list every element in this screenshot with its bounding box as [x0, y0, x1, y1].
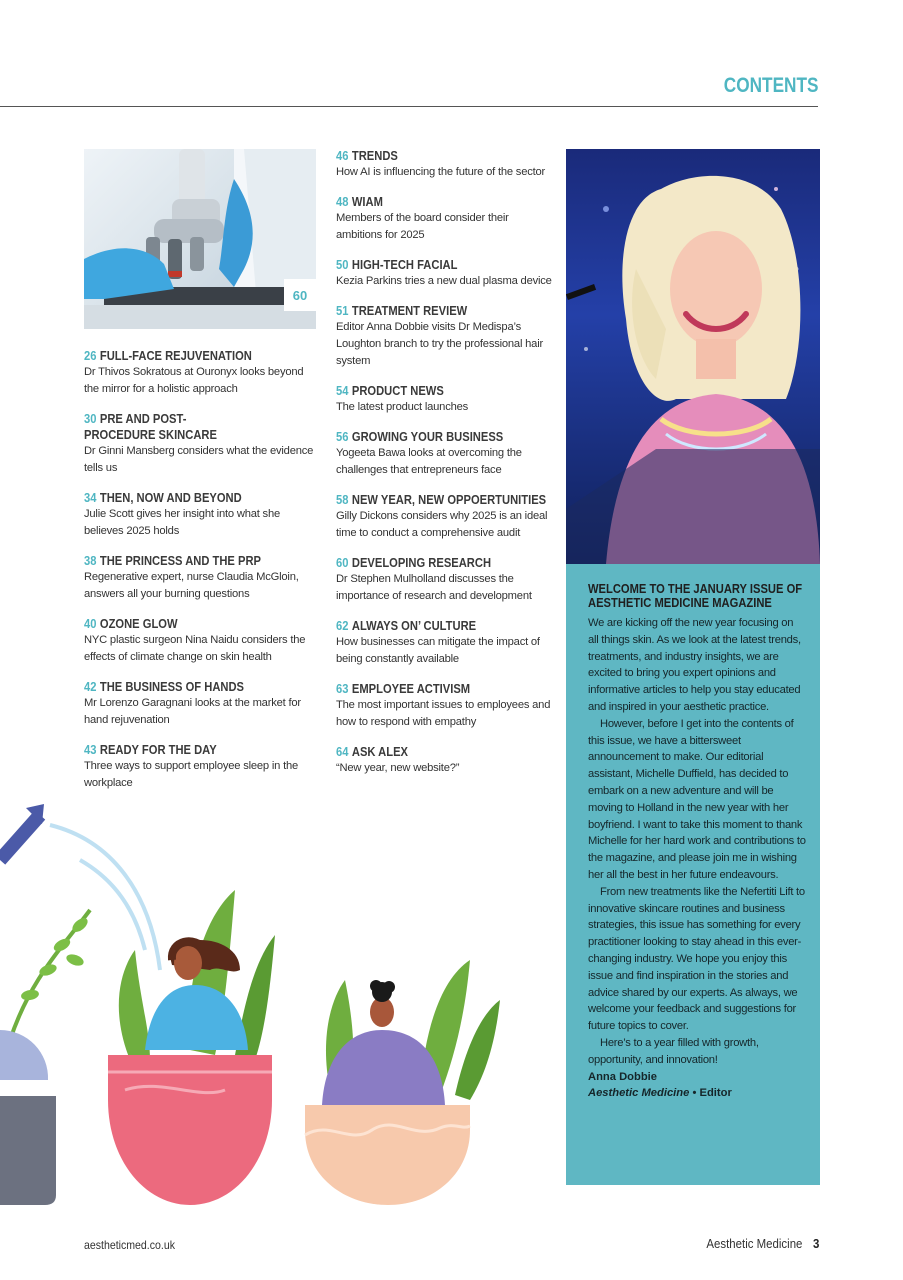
entry-page-number: 40 [84, 616, 97, 631]
contents-entry[interactable] [336, 257, 554, 290]
entry-page-number: 42 [84, 679, 97, 694]
entry-description: Yogeeta Bawa looks at overcoming the challenges that entrepreneurs face [336, 447, 522, 476]
entry-description: Three ways to support employee sleep in the workplace [84, 760, 299, 789]
entry-page-number: 48 [336, 194, 349, 209]
page-title: CONTENTS [723, 74, 818, 97]
entry-page-number: 63 [336, 681, 349, 696]
entry-title: THEN, NOW AND BEYOND [99, 490, 242, 505]
entry-description: The latest product launches [336, 401, 469, 413]
entry-description: NYC plastic surgeon Nina Naidu considers the effects of climate change on skin health [84, 634, 306, 663]
footer-page-number: 3 [812, 1236, 819, 1251]
welcome-title: WELCOME TO THE JANUARY ISSUE OF AESTHETIC MEDICINE MAGAZINE [588, 581, 803, 610]
arrow-icon [0, 815, 40, 860]
entry-page-number: 26 [84, 348, 97, 363]
entry-page-number: 50 [336, 257, 349, 272]
footer-website[interactable]: aestheticmed.co.uk [84, 1238, 175, 1252]
entry-page-number: 38 [84, 553, 97, 568]
editor-signature-role [588, 1085, 806, 1102]
entry-heading [84, 553, 287, 569]
entry-heading [336, 618, 523, 634]
editor-role: • Editor [689, 1087, 732, 1100]
entry-title: OZONE GLOW [99, 616, 178, 631]
entry-heading [336, 681, 523, 697]
entry-heading [336, 194, 523, 210]
entry-title: READY FOR THE DAY [99, 742, 217, 757]
entry-title: TRENDS [351, 148, 398, 163]
page-tag: 60 [284, 279, 316, 311]
footer-publication [706, 1236, 819, 1251]
entry-page-number: 64 [336, 744, 349, 759]
entry-description: “New year, new website?” [336, 762, 460, 774]
contents-entry[interactable] [336, 383, 554, 416]
entry-description: Editor Anna Dobbie visits Dr Medispa’s Loughton branch to try the professional hair system [336, 321, 544, 367]
contents-entry[interactable] [84, 742, 320, 792]
editor-signature-name: Anna Dobbie [588, 1070, 657, 1083]
editor-photo [566, 149, 820, 564]
entry-title: TREATMENT REVIEW [351, 303, 468, 318]
entry-page-number: 30 [84, 411, 97, 426]
entry-title: THE BUSINESS OF HANDS [99, 679, 245, 694]
welcome-paragraph: From new treatments like the Nefertiti Lift to innovative skincare routines and business strategies, this issue has something for every practitioner looking to stay ahead in this ever-changing industry. We hope you enjoy this issue and find inspiration in the stories and advice shared by our experts. As always, we welcome your feedback and suggestions for future topics to cover. [588, 885, 805, 1033]
editor-welcome-box [566, 564, 820, 1185]
entry-heading [336, 303, 523, 319]
entry-heading [84, 490, 287, 506]
contents-column-middle [336, 148, 554, 790]
entry-page-number: 46 [336, 148, 349, 163]
microscope-illustration [84, 149, 316, 329]
entry-heading [84, 679, 287, 695]
entry-title: ALWAYS ON’ CULTURE [351, 618, 477, 633]
entry-page-number: 56 [336, 429, 349, 444]
entry-title: GROWING YOUR BUSINESS [351, 429, 504, 444]
contents-entry[interactable] [84, 348, 320, 398]
entry-page-number: 51 [336, 303, 349, 318]
entry-description: Dr Thivos Sokratous at Ouronyx looks beyond the mirror for a holistic approach [84, 366, 304, 395]
entry-title: FULL-FACE REJUVENATION [99, 348, 252, 363]
entry-heading [336, 492, 547, 508]
welcome-paragraph: However, before I get into the contents of this issue, we have a bittersweet announcement to make. Our editorial assistant, Michelle Duffield, has decided to embark on a new adventure and will be moving to Holland in the new year with her boyfriend. I want to take this moment to thank Michelle for her hard work and contributions to the magazine, and please join me in wishing her all the best in her future endeavours. [588, 717, 806, 881]
contents-column-left [84, 348, 320, 805]
entry-title: THE PRINCESS AND THE PRP [99, 553, 261, 568]
header-divider [0, 106, 818, 107]
contents-entry[interactable] [336, 303, 554, 370]
contents-entry[interactable] [84, 679, 320, 729]
entry-heading [84, 616, 287, 632]
entry-title: PRODUCT NEWS [351, 383, 444, 398]
entry-description: How AI is influencing the future of the sector [336, 166, 546, 178]
entry-heading [336, 555, 523, 571]
editor-portrait-illustration [566, 149, 820, 564]
plants-illustration [0, 800, 560, 1210]
contents-entry[interactable] [336, 618, 554, 668]
welcome-paragraph: Here’s to a year filled with growth, opportunity, and innovation! [588, 1036, 759, 1066]
contents-entry[interactable] [336, 194, 554, 244]
entry-description: Regenerative expert, nurse Claudia McGloin, answers all your burning questions [84, 571, 299, 600]
entry-title: WIAM [351, 194, 383, 209]
entry-description: Gilly Dickons considers why 2025 is an ideal time to conduct a comprehensive audit [336, 510, 548, 539]
microscope-photo [84, 149, 316, 329]
contents-entry[interactable] [84, 553, 320, 603]
entry-heading [84, 411, 256, 443]
entry-title: ASK ALEX [351, 744, 408, 759]
entry-description: The most important issues to employees and how to respond with empathy [336, 699, 551, 728]
contents-entry[interactable] [84, 616, 320, 666]
entry-heading [336, 257, 523, 273]
entry-title: NEW YEAR, NEW OPPOERTUNITIES [351, 492, 547, 507]
entry-title: HIGH-TECH FACIAL [351, 257, 458, 272]
footer-magazine-name: Aesthetic Medicine [706, 1236, 803, 1251]
contents-entry[interactable] [84, 411, 320, 477]
entry-page-number: 58 [336, 492, 349, 507]
entry-description: How businesses can mitigate the impact of being constantly available [336, 636, 540, 665]
contents-entry[interactable] [336, 555, 554, 605]
entry-page-number: 60 [336, 555, 349, 570]
contents-entry[interactable] [336, 429, 554, 479]
entry-heading [336, 429, 523, 445]
welcome-paragraph: We are kicking off the new year focusing on all things skin. As we look at the latest trends, treatments, and industry insights, we are excited to bring you expert opinions and informative articles to help you stay educated and inspired in your aesthetic practice. [588, 617, 801, 713]
entry-page-number: 54 [336, 383, 349, 398]
entry-description: Dr Ginni Mansberg considers what the evidence tells us [84, 445, 314, 474]
entry-description: Kezia Parkins tries a new dual plasma device [336, 275, 552, 287]
entry-description: Members of the board consider their ambitions for 2025 [336, 212, 509, 241]
entry-heading [336, 148, 523, 164]
contents-entry[interactable] [336, 744, 554, 777]
publication-name: Aesthetic Medicine [588, 1087, 690, 1100]
entry-title: EMPLOYEE ACTIVISM [351, 681, 471, 696]
entry-description: Julie Scott gives her insight into what she believes 2025 holds [84, 508, 280, 537]
entry-title: PRE AND POST-PROCEDURE SKINCARE [84, 411, 217, 442]
entry-description: Dr Stephen Mulholland discusses the importance of research and development [336, 573, 532, 602]
entry-heading [336, 383, 523, 399]
entry-description: Mr Lorenzo Garagnani looks at the market for hand rejuvenation [84, 697, 301, 726]
entry-page-number: 62 [336, 618, 349, 633]
contents-entry[interactable] [84, 490, 320, 540]
entry-page-number: 34 [84, 490, 97, 505]
entry-title: DEVELOPING RESEARCH [351, 555, 492, 570]
entry-heading [84, 348, 287, 364]
entry-page-number: 43 [84, 742, 97, 757]
contents-entry[interactable] [336, 492, 554, 542]
contents-entry[interactable] [336, 148, 554, 181]
entry-heading [336, 744, 523, 760]
entry-heading [84, 742, 287, 758]
contents-entry[interactable] [336, 681, 554, 731]
